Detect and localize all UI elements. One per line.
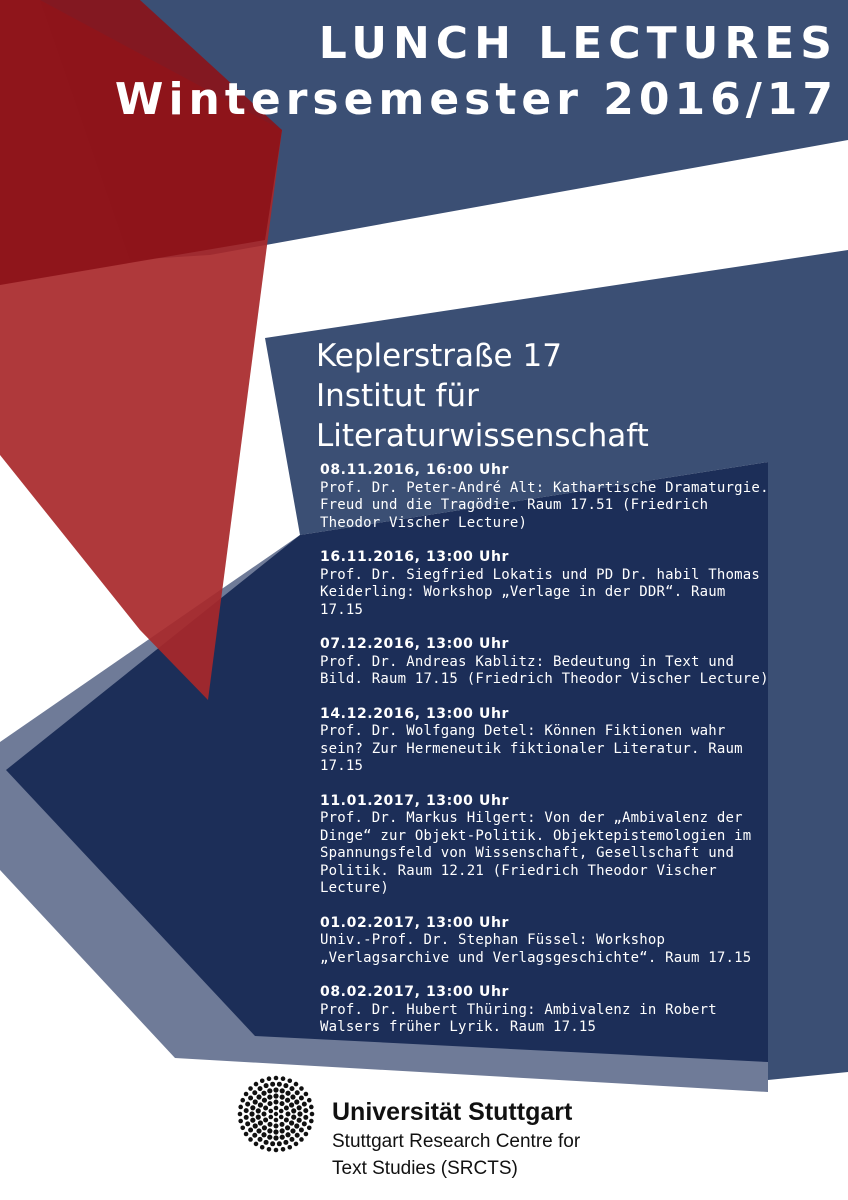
- logo-dot: [303, 1115, 308, 1120]
- venue-block: [316, 336, 649, 456]
- logo-dot: [284, 1118, 289, 1123]
- university-name: Universität Stuttgart: [332, 1098, 573, 1126]
- logo-dot: [285, 1125, 290, 1130]
- logo-dot: [261, 1132, 266, 1137]
- event-list: [320, 462, 770, 1054]
- logo-dot: [285, 1091, 290, 1096]
- logo-dot: [264, 1083, 269, 1088]
- logo-dot: [281, 1076, 286, 1081]
- logo-dot: [238, 1119, 243, 1124]
- title-line-2: Wintersemester 2016/17: [114, 74, 838, 125]
- logo-dot: [302, 1102, 307, 1107]
- event-item: [320, 915, 770, 968]
- logo-dot: [284, 1106, 289, 1111]
- logo-dot: [238, 1112, 243, 1117]
- logo-dot: [280, 1135, 285, 1140]
- event-date: 14.12.2016, 13:00 Uhr: [320, 705, 510, 722]
- event-date: 01.02.2017, 13:00 Uhr: [320, 914, 510, 931]
- centre-name-line-2: Text Studies (SRCTS): [332, 1158, 518, 1179]
- logo-dot: [258, 1086, 263, 1091]
- venue-street: Keplerstraße 17: [316, 338, 562, 374]
- logo-dot: [238, 1105, 243, 1110]
- logo-dot: [260, 1145, 265, 1150]
- event-description: Prof. Dr. Wolfgang Detel: Können Fiktionen wahr sein? Zur Hermeneutik fiktionaler Literatur. Raum 17.15: [320, 723, 743, 774]
- logo-dot: [309, 1119, 314, 1124]
- logo-dot: [280, 1088, 285, 1093]
- logo-dot: [274, 1112, 278, 1116]
- logo-dot: [245, 1121, 250, 1126]
- event-description: Prof. Dr. Andreas Kablitz: Bedeutung in Text und Bild. Raum 17.15 (Friedrich Theodor Vischer Lecture): [320, 653, 769, 687]
- logo-dot: [294, 1099, 299, 1104]
- logo-dot: [244, 1092, 249, 1097]
- logo-dot: [277, 1141, 282, 1146]
- event-item: [320, 706, 770, 776]
- logo-dot: [294, 1123, 299, 1128]
- logo-dot: [254, 1142, 259, 1147]
- event-description: Univ.-Prof. Dr. Stephan Füssel: Workshop „Verlagsarchive und Verlagsgeschichte“. Raum 17.15: [320, 932, 752, 966]
- logo-dot: [267, 1147, 272, 1152]
- logo-dot: [253, 1099, 258, 1104]
- logo-dot: [280, 1128, 285, 1133]
- logo-dot: [273, 1129, 278, 1134]
- logo-dot: [274, 1076, 279, 1081]
- logo-dot: [252, 1090, 257, 1095]
- logo-dot: [274, 1106, 279, 1111]
- event-item: [320, 636, 770, 689]
- logo-dot: [256, 1128, 261, 1133]
- logo-dot: [258, 1102, 263, 1107]
- logo-dot: [291, 1108, 296, 1113]
- logo-dot: [253, 1123, 258, 1128]
- logo-dot: [295, 1090, 300, 1095]
- logo-dot: [285, 1098, 290, 1103]
- logo-dot: [261, 1091, 266, 1096]
- event-description: Prof. Dr. Markus Hilgert: Von der „Ambivalenz der Dinge“ zur Objekt-Politik. Objektepistemologien im Spannungsfeld von Wissenschaft, Gesellschaft und Politik. Raum 12.21 (Friedrich Theodor Vischer Lecture): [320, 810, 752, 896]
- logo-dot: [244, 1132, 249, 1137]
- logo-dot: [281, 1147, 286, 1152]
- event-description: Prof. Dr. Hubert Thüring: Ambivalenz in Robert Walsers früher Lyrik. Raum 17.15: [320, 1001, 717, 1035]
- logo-dot: [254, 1082, 259, 1087]
- event-date: 08.11.2016, 16:00 Uhr: [320, 462, 510, 478]
- logo-dot: [267, 1128, 272, 1133]
- logo-dot: [274, 1148, 279, 1153]
- logo-dot: [289, 1102, 294, 1107]
- logo-dot: [268, 1122, 273, 1127]
- logo-dot: [252, 1133, 257, 1138]
- event-date: 08.02.2017, 13:00 Uhr: [320, 984, 510, 1000]
- logo-dot: [287, 1078, 292, 1083]
- logo-dot: [297, 1118, 302, 1123]
- logo-dot: [283, 1140, 288, 1145]
- event-item: [320, 984, 770, 1037]
- event-item: [320, 793, 770, 898]
- logo-dot: [297, 1111, 302, 1116]
- event-item: [320, 462, 770, 532]
- venue-line-3: Literaturwissenschaft: [316, 418, 649, 454]
- logo-dot: [260, 1078, 265, 1083]
- logo-dot: [294, 1082, 299, 1087]
- logo-dot: [248, 1086, 253, 1091]
- logo-dot: [274, 1124, 279, 1129]
- logo-dot: [277, 1082, 282, 1087]
- logo-dot: [273, 1087, 278, 1092]
- logo-dot: [299, 1086, 304, 1091]
- logo-dot: [262, 1098, 267, 1103]
- logo-dot: [269, 1109, 274, 1114]
- logo-dot: [285, 1132, 290, 1137]
- logo-dot: [287, 1145, 292, 1150]
- logo-dot: [280, 1094, 285, 1099]
- logo-dot: [267, 1076, 272, 1081]
- logo-dot: [250, 1118, 255, 1123]
- logo-dot: [244, 1108, 249, 1113]
- logo-dot: [270, 1082, 275, 1087]
- logo-dot: [256, 1115, 261, 1120]
- logo-dot: [299, 1137, 304, 1142]
- logo-dot: [248, 1137, 253, 1142]
- logo-dot: [267, 1135, 272, 1140]
- logo-dot: [258, 1120, 263, 1125]
- logo-dot: [268, 1101, 273, 1106]
- logo-dot: [309, 1105, 314, 1110]
- logo-dot: [263, 1106, 268, 1111]
- logo-dot: [250, 1105, 255, 1110]
- logo-dot: [302, 1121, 307, 1126]
- logo-dot: [280, 1122, 285, 1127]
- logo-dot: [267, 1094, 272, 1099]
- logo-dot: [248, 1127, 253, 1132]
- logo-dot: [273, 1135, 278, 1140]
- logo-dot: [283, 1083, 288, 1088]
- event-date: 07.12.2016, 13:00 Uhr: [320, 636, 510, 652]
- logo-dot: [299, 1096, 304, 1101]
- logo-dot: [258, 1137, 263, 1142]
- title-line-1: LUNCH LECTURES: [318, 18, 838, 69]
- logo-dot: [294, 1142, 299, 1147]
- logo-dot: [279, 1109, 284, 1114]
- logo-dot: [310, 1112, 315, 1117]
- logo-dot: [248, 1096, 253, 1101]
- event-date: 11.01.2017, 13:00 Uhr: [320, 792, 510, 809]
- event-item: [320, 549, 770, 619]
- logo-dot: [304, 1132, 309, 1137]
- logo-dot: [256, 1108, 261, 1113]
- logo-dot: [297, 1105, 302, 1110]
- logo-dot: [279, 1115, 284, 1120]
- logo-dot: [280, 1101, 285, 1106]
- logo-dot: [290, 1128, 295, 1133]
- logo-dot: [245, 1102, 250, 1107]
- logo-dot: [303, 1108, 308, 1113]
- logo-dot: [286, 1112, 291, 1117]
- logo-dot: [244, 1115, 249, 1120]
- logo-dot: [299, 1127, 304, 1132]
- dotted-circle-logo-icon: [236, 1074, 316, 1154]
- event-description: Prof. Dr. Siegfried Lokatis und PD Dr. habil Thomas Keiderling: Workshop „Verlage in der DDR“. Raum 17.15: [320, 566, 761, 618]
- logo-dot: [295, 1133, 300, 1138]
- logo-dot: [289, 1120, 294, 1125]
- venue-line-2: Institut für: [316, 378, 479, 414]
- logo-dot: [289, 1137, 294, 1142]
- logo-dot: [262, 1125, 267, 1130]
- logo-dot: [269, 1115, 274, 1120]
- logo-dot: [291, 1115, 296, 1120]
- logo-dot: [307, 1125, 312, 1130]
- logo-dot: [249, 1111, 254, 1116]
- logo-dot: [240, 1125, 245, 1130]
- logo-dot: [274, 1118, 279, 1123]
- logo-dot: [307, 1098, 312, 1103]
- event-date: 16.11.2016, 13:00 Uhr: [320, 549, 510, 565]
- logo-dot: [263, 1118, 268, 1123]
- logo-dot: [267, 1088, 272, 1093]
- logo-dot: [240, 1098, 245, 1103]
- logo-dot: [273, 1093, 278, 1098]
- logo-dot: [270, 1141, 275, 1146]
- logo-dot: [256, 1094, 261, 1099]
- logo-dot: [274, 1100, 279, 1105]
- logo-dot: [264, 1140, 269, 1145]
- centre-name-line-1: Stuttgart Research Centre for: [332, 1131, 581, 1152]
- event-description: Prof. Dr. Peter-André Alt: Kathartische Dramaturgie. Freud und die Tragödie. Raum 17.51 (Friedrich Theodor Vischer Lecture): [320, 479, 769, 531]
- logo-dot: [289, 1086, 294, 1091]
- logo-dot: [262, 1112, 267, 1117]
- logo-dot: [304, 1092, 309, 1097]
- logo-dot: [290, 1094, 295, 1099]
